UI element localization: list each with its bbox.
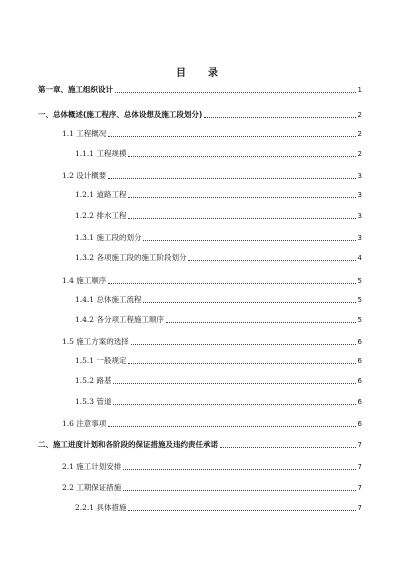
toc-entry-page-number: 4 bbox=[357, 254, 362, 262]
toc-entry-page-number: 7 bbox=[357, 463, 362, 471]
toc-entry-page-number: 6 bbox=[357, 377, 362, 385]
dot-leader bbox=[115, 92, 356, 93]
dot-leader bbox=[108, 178, 355, 179]
toc-entry-label: 2.1 施工计划安排 bbox=[62, 462, 122, 471]
toc-entry bbox=[75, 355, 362, 367]
dot-leader bbox=[128, 218, 355, 219]
toc-entry bbox=[75, 210, 362, 222]
toc-entry bbox=[62, 128, 362, 140]
toc-entry-label: 1.1 工程概况 bbox=[62, 129, 107, 138]
dot-leader bbox=[220, 447, 356, 448]
toc-entry-page-number: 2 bbox=[357, 111, 362, 119]
toc-entry-label: 1.4.2 各分项工程施工顺序 bbox=[75, 315, 164, 324]
toc-entry-label: 2.2.1 具体措施 bbox=[75, 503, 127, 512]
dot-leader bbox=[128, 363, 355, 364]
toc-entry-page-number: 2 bbox=[357, 130, 362, 138]
toc-entry-label: 1.6 注意事项 bbox=[62, 419, 107, 428]
toc-entry-page-number: 5 bbox=[357, 296, 362, 304]
dot-leader bbox=[113, 383, 355, 384]
toc-entry-label: 1.5.3 管道 bbox=[75, 397, 112, 406]
toc-entry bbox=[75, 148, 362, 160]
dot-leader bbox=[166, 322, 356, 323]
toc-entry-label: 1.3.2 各项施工段的施工阶段划分 bbox=[75, 253, 187, 262]
dot-leader bbox=[143, 240, 355, 241]
toc-entry-page-number: 3 bbox=[357, 172, 362, 180]
toc-entry-page-number: 6 bbox=[357, 357, 362, 365]
toc-entry-label: 1.2.1 道路工程 bbox=[75, 190, 127, 199]
toc-entry bbox=[75, 232, 362, 244]
toc-entry-page-number: 1 bbox=[357, 86, 362, 94]
toc-entry-page-number: 2 bbox=[357, 150, 362, 158]
toc-entry-page-number: 6 bbox=[357, 338, 362, 346]
toc-entry bbox=[62, 336, 362, 348]
toc-entry bbox=[62, 170, 362, 182]
toc-entry-page-number: 3 bbox=[357, 191, 362, 199]
toc-entry-label: 1.1.1 工程规模 bbox=[75, 149, 127, 158]
dot-leader bbox=[143, 302, 355, 303]
toc-entry-label: 第一章、施工组织设计 bbox=[38, 85, 113, 94]
dot-leader bbox=[113, 404, 355, 405]
toc-entry-page-number: 6 bbox=[357, 420, 362, 428]
toc-entry-label: 1.2 设计概要 bbox=[62, 171, 107, 180]
dot-leader bbox=[128, 510, 355, 511]
toc-entry bbox=[38, 84, 362, 96]
toc-entry bbox=[75, 252, 362, 264]
dot-leader bbox=[128, 156, 355, 157]
toc-entry-page-number: 5 bbox=[357, 316, 362, 324]
toc-entry bbox=[75, 396, 362, 408]
toc-entry bbox=[75, 375, 362, 387]
toc-entry-label: 2.2 工期保证措施 bbox=[62, 483, 122, 492]
dot-leader bbox=[204, 117, 355, 118]
toc-entry bbox=[62, 418, 362, 430]
toc-entry-label: 1.5.1 一般规定 bbox=[75, 356, 127, 365]
toc-entry-label: 1.4.1 总体施工流程 bbox=[75, 295, 142, 304]
toc-entry bbox=[75, 314, 362, 326]
dot-leader bbox=[128, 197, 355, 198]
toc-entry-page-number: 7 bbox=[357, 441, 362, 449]
dot-leader bbox=[131, 344, 356, 345]
toc-entry bbox=[75, 502, 362, 514]
toc-entry-label: 1.2.2 排水工程 bbox=[75, 211, 127, 220]
toc-entry-page-number: 7 bbox=[357, 504, 362, 512]
dot-leader bbox=[108, 283, 355, 284]
dot-leader bbox=[108, 426, 355, 427]
toc-entry bbox=[38, 109, 362, 121]
toc-entry bbox=[62, 461, 362, 473]
toc-entry-page-number: 3 bbox=[357, 212, 362, 220]
dot-leader bbox=[188, 260, 355, 261]
toc-entry bbox=[62, 275, 362, 287]
toc-entry-label: 1.4 施工顺序 bbox=[62, 276, 107, 285]
toc-entry-label: 1.5 施工方案的选择 bbox=[62, 337, 129, 346]
toc-title: 目 录 bbox=[176, 68, 224, 79]
toc-entry bbox=[62, 482, 362, 494]
toc-entry-label: 一、总体概述(施工程序、总体设想及施工段划分) bbox=[38, 110, 203, 119]
toc-entry-label: 二、施工进度计划和各阶段的保证措施及违约责任承诺 bbox=[38, 440, 218, 449]
toc-entry-label: 1.3.1 施工段的划分 bbox=[75, 233, 142, 242]
toc-entry-page-number: 7 bbox=[357, 484, 362, 492]
toc-entry bbox=[75, 189, 362, 201]
toc-entry-label: 1.5.2 路基 bbox=[75, 376, 112, 385]
toc-entry-page-number: 3 bbox=[357, 234, 362, 242]
dot-leader bbox=[108, 136, 355, 137]
toc-entry bbox=[38, 439, 362, 451]
toc-entry-page-number: 5 bbox=[357, 277, 362, 285]
toc-entry bbox=[75, 294, 362, 306]
dot-leader bbox=[123, 490, 355, 491]
dot-leader bbox=[123, 469, 355, 470]
toc-entry-page-number: 6 bbox=[357, 398, 362, 406]
